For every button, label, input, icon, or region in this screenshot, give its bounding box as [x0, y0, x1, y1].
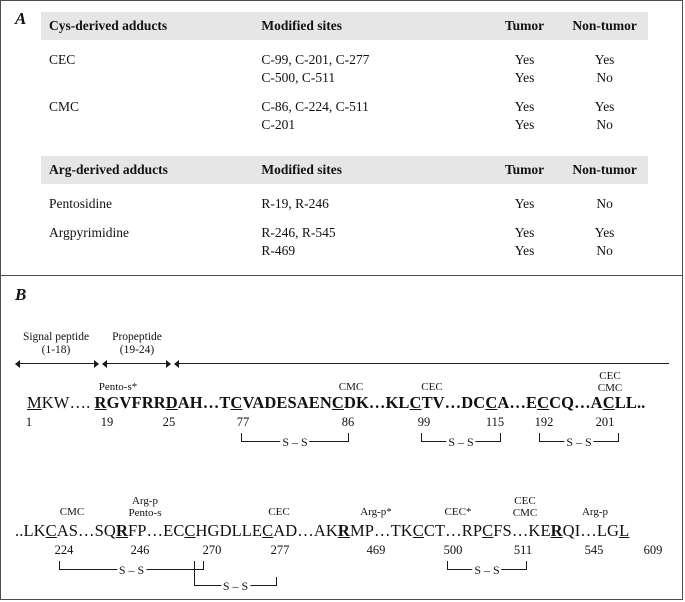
disulfide-bond-270-277	[194, 577, 277, 593]
residue-c-224: C	[45, 521, 57, 540]
col-header-adduct: Cys-derived adducts	[41, 12, 261, 40]
residue-r-19: R	[94, 393, 107, 412]
disulfide-label: S – S	[118, 562, 145, 577]
cell-adduct: CEC	[49, 52, 76, 67]
arrow-bar	[178, 363, 669, 364]
spacer-row	[41, 40, 648, 51]
disulfide-label: S – S	[282, 434, 308, 449]
adduct-tag-cec-99: CEC	[421, 381, 443, 393]
cell-sites: C-201	[261, 117, 296, 132]
adduct-tag-cec-cmc-201: CEC CMC	[597, 370, 623, 394]
residue-c-86: C	[331, 393, 344, 412]
residue-number-99: 99	[417, 415, 431, 429]
residue-r-246: R	[115, 521, 128, 540]
residue-number-511: 511	[513, 543, 533, 557]
residue-r-545: R	[550, 521, 563, 540]
cell-sites: C-86, C-224, C-511	[261, 99, 369, 114]
disulfide-bond-224-270	[59, 561, 204, 577]
cell-nontumor: No	[596, 70, 613, 85]
cell-nontumor: No	[596, 196, 613, 211]
adduct-tag-argp-469: Arg-p*	[360, 506, 392, 518]
region-label-signal-peptide	[15, 331, 97, 356]
region-range-propeptide: (19-24)	[119, 343, 155, 356]
residue-c-77: C	[230, 393, 243, 412]
adduct-tag-cec-cmc-511: CEC CMC	[512, 495, 538, 519]
table-row	[41, 51, 648, 69]
residue-number-25: 25	[162, 415, 176, 429]
residue-d-25: D	[165, 393, 178, 412]
arg-adducts-table	[41, 156, 648, 260]
arg-table-body	[41, 184, 648, 260]
col-header-tumor: Tumor	[488, 12, 561, 40]
cell-nontumor: No	[596, 243, 613, 258]
cell-sites: C-500, C-511	[261, 70, 336, 85]
arrow-bar	[19, 363, 95, 364]
panel-label-b: B	[15, 285, 27, 304]
residue-c-511: C	[482, 521, 494, 540]
cell-tumor: Yes	[514, 225, 535, 240]
arrow-propeptide	[102, 359, 171, 368]
cell-tumor: Yes	[514, 196, 535, 211]
adduct-tag-argp-545: Arg-p	[581, 506, 609, 518]
residue-number-469: 469	[366, 543, 386, 557]
arrowhead-right-icon	[94, 360, 99, 368]
disulfide-bond-99-115	[421, 433, 501, 449]
residue-number-201: 201	[595, 415, 615, 429]
cell-tumor: Yes	[514, 52, 535, 67]
residue-c-277: C	[262, 521, 274, 540]
residue-number-19: 19	[100, 415, 114, 429]
cell-nontumor: Yes	[594, 99, 615, 114]
col-header-sites: Modified sites	[261, 12, 487, 40]
table-row	[41, 98, 648, 116]
spacer-row	[41, 87, 648, 98]
region-name-propeptide: Propeptide	[112, 331, 162, 343]
cys-table-head	[41, 12, 648, 40]
col-header-nontumor: Non-tumor	[561, 12, 648, 40]
residue-c-115: C	[485, 393, 498, 412]
cell-sites: R-469	[261, 243, 296, 258]
arg-table-head	[41, 156, 648, 184]
residue-number-192: 192	[534, 415, 554, 429]
table-row	[41, 242, 648, 260]
disulfide-label: S – S	[474, 562, 500, 577]
cell-adduct: Pentosidine	[49, 196, 112, 211]
residue-number-224: 224	[54, 543, 74, 557]
cell-sites: R-19, R-246	[261, 196, 329, 211]
cell-nontumor: Yes	[594, 52, 615, 67]
table-row	[41, 69, 648, 87]
cell-tumor: Yes	[514, 70, 535, 85]
disulfide-bond-192-201	[539, 433, 619, 449]
residue-number-86: 86	[341, 415, 355, 429]
adduct-tag-cec-500: CEC*	[444, 506, 472, 518]
col-header-adduct: Arg-derived adducts	[41, 156, 261, 184]
cell-adduct	[41, 242, 261, 260]
panel-label-a: A	[15, 9, 27, 28]
residue-number-609: 609	[643, 543, 663, 557]
residue-number-1: 1	[25, 415, 33, 429]
residue-c-192: C	[537, 393, 550, 412]
cell-tumor: Yes	[514, 243, 535, 258]
residue-number-500: 500	[443, 543, 463, 557]
residue-number-77: 77	[236, 415, 250, 429]
arrow-signal-peptide	[15, 359, 99, 368]
residue-number-115: 115	[485, 415, 505, 429]
sequence-row-1: MKW…. RGVFRRDAH…TCVADESAENCDK…KLCTV…DCCA…ECCQ…ACLL..	[27, 393, 646, 412]
spacer-row	[41, 213, 648, 224]
adduct-tag-cmc-224: CMC	[59, 506, 85, 518]
table-row	[41, 116, 648, 134]
cys-adducts-table	[41, 12, 648, 134]
cys-table-body	[41, 40, 648, 134]
region-name-signal-peptide: Signal peptide	[22, 331, 90, 343]
col-header-tumor: Tumor	[488, 156, 561, 184]
cell-nontumor: No	[596, 117, 613, 132]
residue-c-99: C	[409, 393, 422, 412]
sequence-row-2: ..LKCAS…SQRFP…ECCHGDLLECAD…AKRMP…TKCCT…RPCFS…KERQI…LGL	[15, 521, 630, 540]
residue-c-270: C	[184, 521, 196, 540]
cell-adduct: Argpyrimidine	[49, 225, 129, 240]
arrowhead-right-icon	[166, 360, 171, 368]
disulfide-label: S – S	[448, 434, 474, 449]
cell-adduct	[41, 69, 261, 87]
adduct-tag-cec-277: CEC	[268, 506, 290, 518]
adduct-tag-pento-s-19: Pento-s*	[98, 381, 138, 393]
cell-nontumor: Yes	[594, 225, 615, 240]
adduct-tag-argp-pentos-246: Arg-p Pento-s	[128, 495, 162, 519]
spacer-row	[41, 184, 648, 195]
table-row	[41, 224, 648, 242]
residue-c-500: C	[412, 521, 424, 540]
disulfide-label: S – S	[566, 434, 592, 449]
cell-adduct	[41, 116, 261, 134]
cell-tumor: Yes	[514, 117, 535, 132]
cell-sites: R-246, R-545	[261, 225, 336, 240]
residue-r-469: R	[337, 521, 350, 540]
cell-sites: C-99, C-201, C-277	[261, 52, 370, 67]
arrow-bar	[106, 363, 167, 364]
residue-number-277: 277	[270, 543, 290, 557]
region-range-signal-peptide: (1-18)	[41, 343, 71, 356]
residue-c-201: C	[602, 393, 615, 412]
cell-tumor: Yes	[514, 99, 535, 114]
col-header-sites: Modified sites	[261, 156, 487, 184]
disulfide-label: S – S	[222, 578, 249, 593]
disulfide-bond-500-511	[447, 561, 527, 577]
residue-number-545: 545	[584, 543, 604, 557]
table-header-row	[41, 156, 648, 184]
adduct-tag-cmc-86: CMC	[338, 381, 364, 393]
col-header-nontumor: Non-tumor	[561, 156, 648, 184]
arrow-mature-protein	[174, 359, 669, 368]
table-row	[41, 195, 648, 213]
residue-number-246: 246	[130, 543, 150, 557]
region-label-propeptide	[104, 331, 170, 356]
residue-m-1: M	[27, 393, 42, 412]
panel-divider	[1, 275, 682, 276]
cell-adduct: CMC	[49, 99, 80, 114]
table-header-row	[41, 12, 648, 40]
residue-number-270: 270	[202, 543, 222, 557]
disulfide-bond-77-86	[241, 433, 349, 449]
residue-l-609: L	[619, 521, 630, 540]
